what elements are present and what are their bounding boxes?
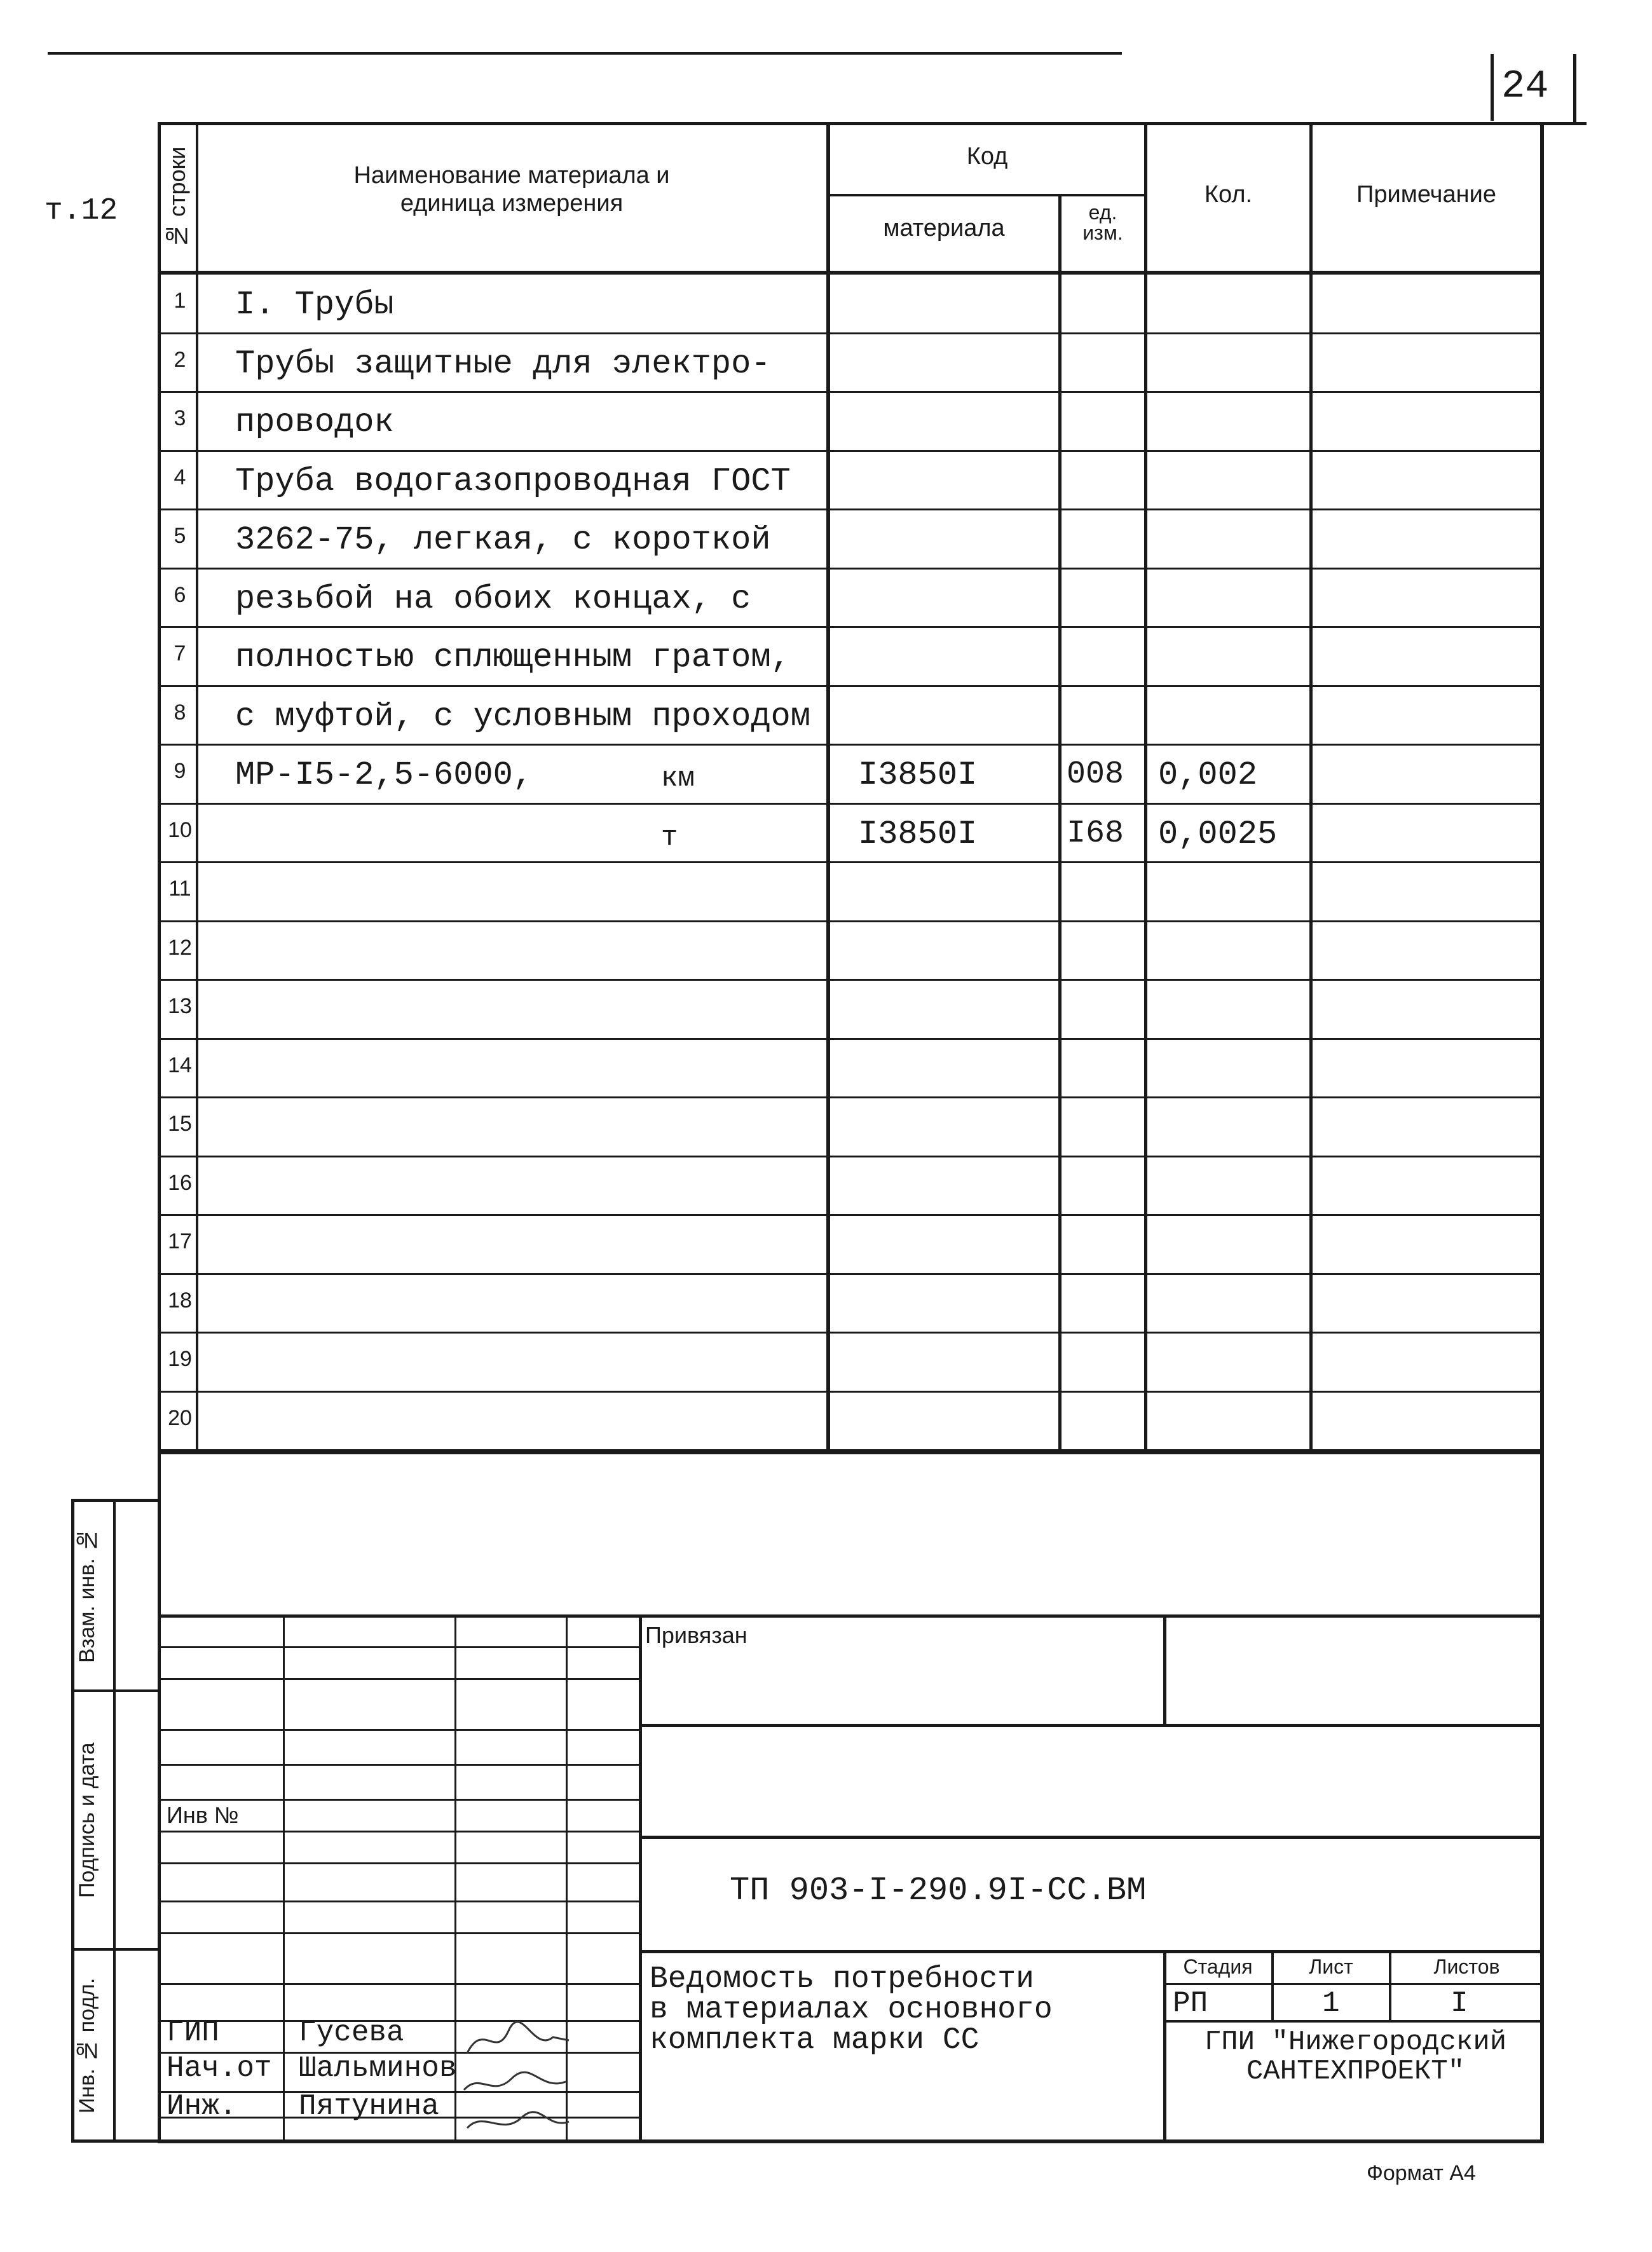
row-number: 19 [168, 1347, 192, 1371]
tb-line-1 [639, 1724, 1543, 1727]
row-number: 12 [168, 935, 192, 960]
tb-stage-head-line [1163, 1983, 1543, 1985]
inv-no-label: Инв № [167, 1802, 239, 1828]
col-rownum-divider [196, 122, 198, 1450]
frame-right [1540, 122, 1544, 2143]
sheets-label: Листов [1433, 1955, 1500, 1978]
sheet-label: Лист [1309, 1955, 1353, 1978]
row-unit-label: т [661, 821, 678, 854]
row-number: 16 [168, 1170, 192, 1195]
row-line [158, 568, 1543, 570]
sig-row-line [160, 1678, 639, 1680]
row-line [158, 803, 1543, 805]
role-title: ГИП [167, 2016, 219, 2049]
row-text: резьбой на обоих концах, с [235, 580, 751, 618]
stamp-sep-1 [71, 1689, 160, 1692]
row-line [158, 1096, 1543, 1098]
page-number: 24 [1501, 64, 1549, 109]
row-number: 1 [174, 289, 186, 313]
frame-top [158, 122, 1587, 125]
row-number: 8 [174, 700, 186, 725]
row-number: 9 [174, 759, 186, 783]
stamp-sep-2 [71, 1948, 160, 1951]
row-number: 14 [168, 1053, 192, 1077]
row-line [158, 626, 1543, 628]
row-text: 3262-75, легкая, с короткой [235, 521, 771, 559]
row-unit: I68 [1067, 815, 1124, 852]
tb-sheets-divider [1389, 1950, 1391, 2021]
row-line [158, 861, 1543, 863]
row-material: I3850I [858, 815, 978, 853]
row-line [158, 685, 1543, 687]
signature-3 [467, 2112, 569, 2128]
row-number: 2 [174, 347, 186, 372]
stamp-vzam: Взам. инв. № [75, 1527, 99, 1663]
sheets-value: I [1451, 1987, 1468, 2020]
row-number: 10 [168, 817, 192, 842]
role-title: Нач.от [167, 2052, 272, 2085]
sig-row-line [160, 1646, 639, 1648]
tb-main-divider [639, 1614, 642, 2142]
row-text: МР-I5-2,5-6000, [235, 756, 533, 794]
row-unit: 008 [1067, 756, 1124, 793]
col-qty-divider [1309, 122, 1313, 1450]
role-name: Гусева [299, 2016, 404, 2049]
row-line [158, 1273, 1543, 1275]
row-line [158, 920, 1543, 922]
row-number: 17 [168, 1229, 192, 1253]
row-number: 5 [174, 524, 186, 548]
doc-code: ТП 903-I-290.9I-СС.ВМ [730, 1872, 1147, 1909]
sig-row-line [160, 1901, 639, 1902]
row-line [158, 332, 1543, 334]
tb-line-3 [639, 1950, 1543, 1953]
row-number: 20 [168, 1405, 192, 1430]
privyazan-label: Привязан [645, 1622, 747, 1648]
stamp-podpis: Подпись и дата [75, 1742, 99, 1899]
signature-2 [464, 2072, 566, 2090]
tb-stage-val-line [1163, 2020, 1543, 2023]
row-qty: 0,0025 [1158, 815, 1278, 853]
row-text: полностью сплющенным гратом, [235, 639, 791, 676]
tb-top [158, 1614, 1543, 1618]
row-text: I. Трубы [235, 286, 394, 324]
header-unit: ед. изм. [1082, 201, 1123, 244]
sig-row-line [160, 1729, 639, 1731]
header-name: Наименование материала и единица измерения [353, 162, 670, 217]
row-number: 4 [174, 465, 186, 489]
row-number: 15 [168, 1112, 192, 1136]
row-text: с муфтой, с условным проходом [235, 697, 810, 735]
row-line [158, 391, 1543, 393]
header-code: Код [966, 143, 1008, 170]
sheet-value: 1 [1322, 1987, 1340, 2020]
frame-left [158, 122, 161, 2143]
row-text: Труба водогазопроводная ГОСТ [235, 462, 791, 500]
sig-col-1 [283, 1614, 285, 2141]
sig-row-line [160, 1983, 639, 1985]
signature-1 [467, 2022, 569, 2053]
header-qty: Кол. [1204, 181, 1253, 208]
row-number: 7 [174, 641, 186, 665]
page-number-divider [1491, 54, 1494, 121]
row-line [158, 1332, 1543, 1334]
col-material-divider [1058, 194, 1062, 1450]
header-bottom [158, 271, 1543, 275]
stamp-top [71, 1499, 160, 1502]
row-line [158, 1156, 1543, 1157]
header-material: материала [883, 215, 1005, 242]
row-number: 11 [168, 877, 191, 901]
page-number-divider-right [1573, 54, 1576, 124]
row-line [158, 744, 1543, 746]
sig-row-line [160, 1799, 639, 1801]
row-line [158, 1391, 1543, 1393]
signatures [458, 2015, 575, 2142]
frame-bottom [158, 2139, 1544, 2143]
col-name-divider [826, 122, 830, 1450]
role-title: Инж. [167, 2090, 237, 2123]
stamp-inv: Инв. № подл. [75, 1977, 99, 2113]
row-qty: 0,002 [1158, 756, 1258, 794]
stamp-inner [113, 1499, 116, 2142]
row-line [158, 979, 1543, 981]
stage-label: Стадия [1183, 1955, 1253, 1978]
header-row-number: № строки [164, 146, 190, 249]
stamp-bottom [71, 2139, 160, 2143]
row-line [158, 450, 1543, 452]
row-number: 13 [168, 994, 192, 1018]
row-line [158, 1038, 1543, 1040]
row-number: 18 [168, 1288, 192, 1313]
role-name: Шальминов [299, 2052, 457, 2085]
sig-row-line [160, 1862, 639, 1864]
row-number: 6 [174, 582, 186, 607]
role-name: Пятунина [299, 2090, 439, 2123]
row-number: 3 [174, 406, 186, 430]
format-label: Формат А4 [1367, 2161, 1476, 2185]
tb-line-2 [639, 1836, 1543, 1839]
sig-row-line [160, 1764, 639, 1766]
doc-title: Ведомость потребности в материалах основного комплекта марки СС [650, 1962, 1053, 2058]
top-rule [48, 52, 1122, 55]
col-unit-divider [1144, 122, 1147, 1450]
row-material: I3850I [858, 756, 978, 794]
sig-row-line [160, 1932, 639, 1934]
code-subheader-line [826, 194, 1147, 196]
tb-privyazan-divider [1163, 1614, 1166, 1726]
tb-stage-divider [1163, 1950, 1166, 2141]
header-note: Примечание [1356, 181, 1496, 208]
stamp-left [71, 1499, 74, 2142]
row-line [158, 508, 1543, 510]
side-label: т.12 [44, 194, 118, 228]
stage-value: РП [1173, 1987, 1208, 2020]
org-name: ГПИ "Нижегородский САНТЕХПРОЕКТ" [1204, 2026, 1507, 2088]
row-unit-label: км [661, 763, 695, 795]
table-bottom [158, 1450, 1543, 1454]
row-text: проводок [235, 404, 394, 441]
row-line [158, 1214, 1543, 1216]
sig-row-line [160, 1831, 639, 1832]
row-text: Трубы защитные для электро- [235, 345, 771, 383]
